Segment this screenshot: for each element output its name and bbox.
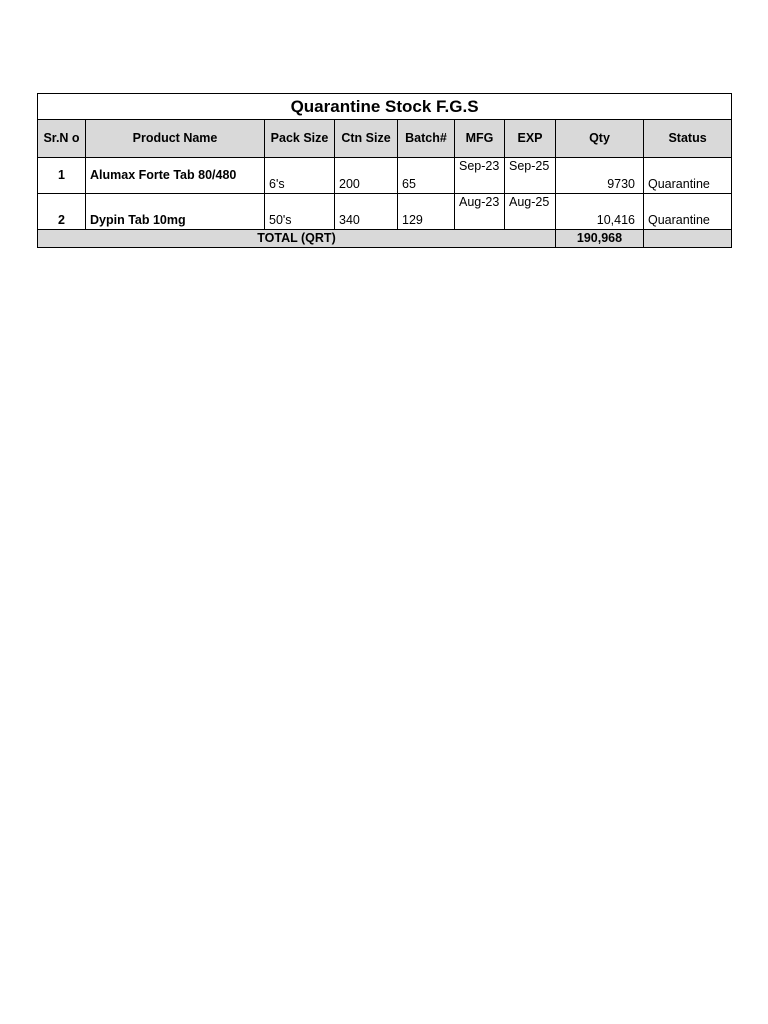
header-exp: EXP xyxy=(505,120,556,158)
header-pack-size: Pack Size xyxy=(265,120,335,158)
header-qty: Qty xyxy=(556,120,644,158)
cell-sr-no: 1 xyxy=(38,158,86,194)
total-label: TOTAL (QRT) xyxy=(38,230,556,248)
cell-mfg: Aug-23 xyxy=(455,194,505,230)
sheet-title: Quarantine Stock F.G.S xyxy=(38,94,732,120)
cell-status: Quarantine xyxy=(644,194,732,230)
cell-sr-no: 2 xyxy=(38,194,86,230)
header-batch: Batch# xyxy=(398,120,455,158)
cell-product-name: Alumax Forte Tab 80/480 xyxy=(86,158,265,194)
total-empty-cell xyxy=(644,230,732,248)
title-row xyxy=(38,94,732,120)
header-product-name: Product Name xyxy=(86,120,265,158)
header-mfg: MFG xyxy=(455,120,505,158)
cell-ctn-size: 200 xyxy=(335,158,398,194)
cell-mfg: Sep-23 xyxy=(455,158,505,194)
header-status: Status xyxy=(644,120,732,158)
total-qty: 190,968 xyxy=(556,230,644,248)
cell-batch: 129 xyxy=(398,194,455,230)
header-sr-no: Sr.N o xyxy=(38,120,86,158)
cell-exp: Aug-25 xyxy=(505,194,556,230)
table-row xyxy=(38,158,732,194)
cell-pack-size: 6's xyxy=(265,158,335,194)
header-ctn-size: Ctn Size xyxy=(335,120,398,158)
cell-qty: 9730 xyxy=(556,158,644,194)
cell-status: Quarantine xyxy=(644,158,732,194)
header-row xyxy=(38,120,732,158)
cell-exp: Sep-25 xyxy=(505,158,556,194)
cell-pack-size: 50's xyxy=(265,194,335,230)
cell-qty: 10,416 xyxy=(556,194,644,230)
quarantine-stock-table xyxy=(37,93,732,248)
cell-product-name: Dypin Tab 10mg xyxy=(86,194,265,230)
cell-ctn-size: 340 xyxy=(335,194,398,230)
cell-batch: 65 xyxy=(398,158,455,194)
table-row xyxy=(38,194,732,230)
total-row xyxy=(38,230,732,248)
